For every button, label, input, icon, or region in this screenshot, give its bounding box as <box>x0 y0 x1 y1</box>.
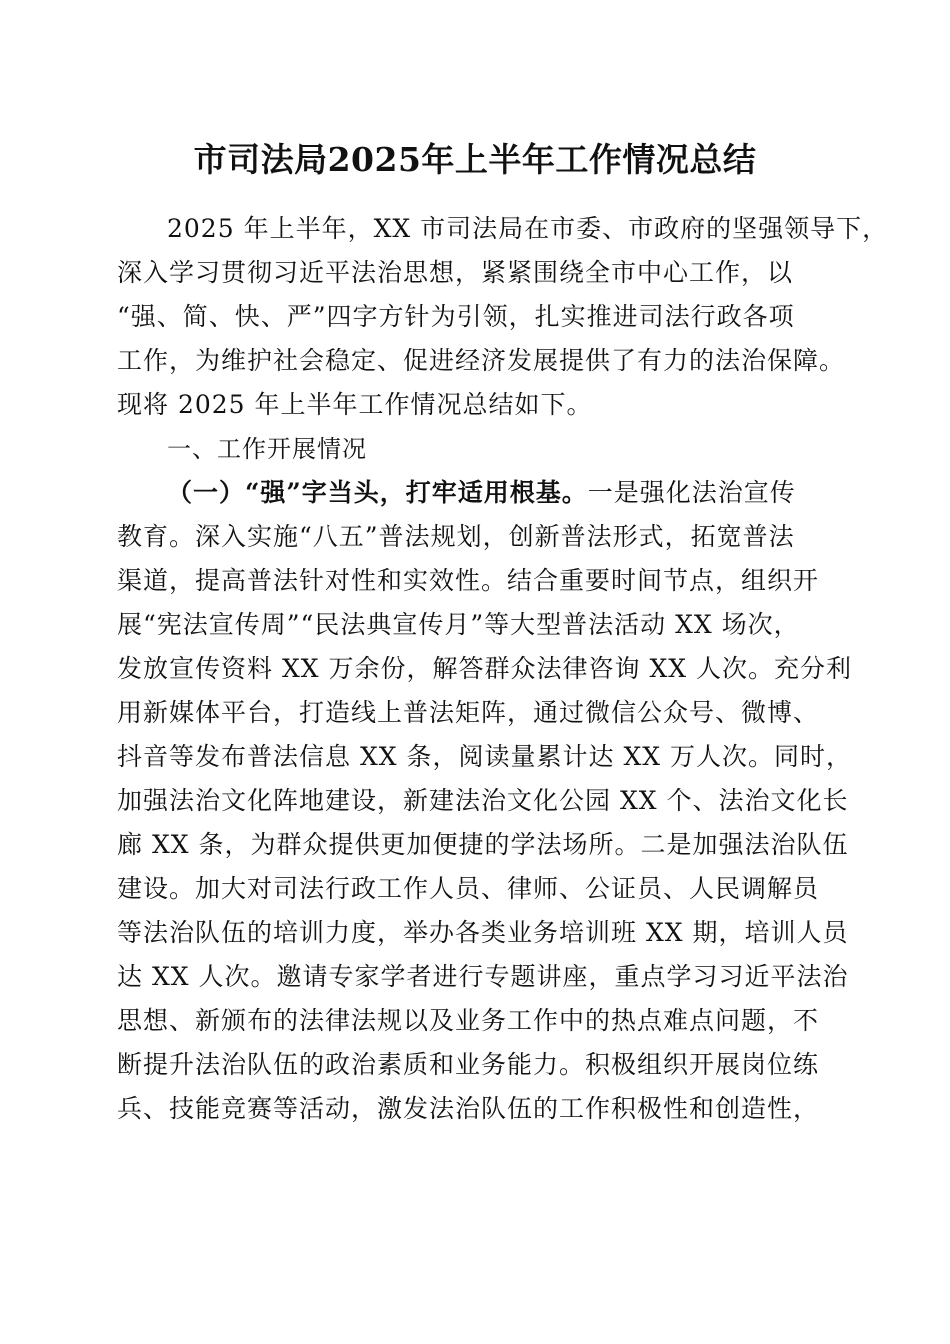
body-line: 教育。深入实施“八五”普法规划，创新普法形式，拓宽普法 <box>117 522 795 551</box>
intro-line: 现将 2025 年上半年工作情况总结如下。 <box>117 390 593 419</box>
body-line: 发放宣传资料 XX 万余份，解答群众法律咨询 XX 人次。充分利 <box>117 654 852 683</box>
body-line: 建设。加大对司法行政工作人员、律师、公证员、人民调解员 <box>117 874 820 903</box>
intro-line: “强、简、快、严”四字方针为引领，扎实推进司法行政各项 <box>117 302 795 331</box>
body-line: 思想、新颁布的法律法规以及业务工作中的热点难点问题，不 <box>117 1006 820 1035</box>
body-line: 达 XX 人次。邀请专家学者进行专题讲座，重点学习习近平法治 <box>117 962 849 991</box>
body-line: 断提升法治队伍的政治素质和业务能力。积极组织开展岗位练 <box>117 1050 820 1079</box>
intro-line: 工作，为维护社会稳定、促进经济发展提供了有力的法治保障。 <box>117 346 846 375</box>
body-line: 渠道，提高普法针对性和实效性。结合重要时间节点，组织开 <box>117 566 820 595</box>
body-line: 兵、技能竞赛等活动，激发法治队伍的工作积极性和创造性， <box>117 1094 820 1123</box>
body-line: 展“宪法宣传周”“民法典宣传月”等大型普法活动 XX 场次， <box>117 610 800 639</box>
subsection-heading: （一）“强”字当头，打牢适用根基。 <box>167 478 588 507</box>
body-line: 抖音等发布普法信息 XX 条，阅读量累计达 XX 万人次。同时， <box>117 742 852 771</box>
document-title: 市司法局2025年上半年工作情况总结 <box>193 140 757 179</box>
body-line: 加强法治文化阵地建设，新建法治文化公园 XX 个、法治文化长 <box>117 786 849 815</box>
section-heading: 一、工作开展情况 <box>167 435 367 463</box>
intro-line: 2025 年上半年，XX 市司法局在市委、市政府的坚强领导下， <box>167 214 889 243</box>
body-line: 廊 XX 条，为群众提供更加便捷的学法场所。二是加强法治队伍 <box>117 830 849 859</box>
body-line: 用新媒体平台，打造线上普法矩阵，通过微信公众号、微博、 <box>117 698 820 727</box>
subsection-first-line-text: 一是强化法治宣传 <box>587 478 796 507</box>
intro-line: 深入学习贯彻习近平法治思想，紧紧围绕全市中心工作，以 <box>117 258 794 287</box>
subsection-first-line <box>117 471 837 515</box>
document-body <box>117 207 889 1131</box>
body-line: 等法治队伍的培训力度，举办各类业务培训班 XX 期，培训人员 <box>117 918 849 947</box>
